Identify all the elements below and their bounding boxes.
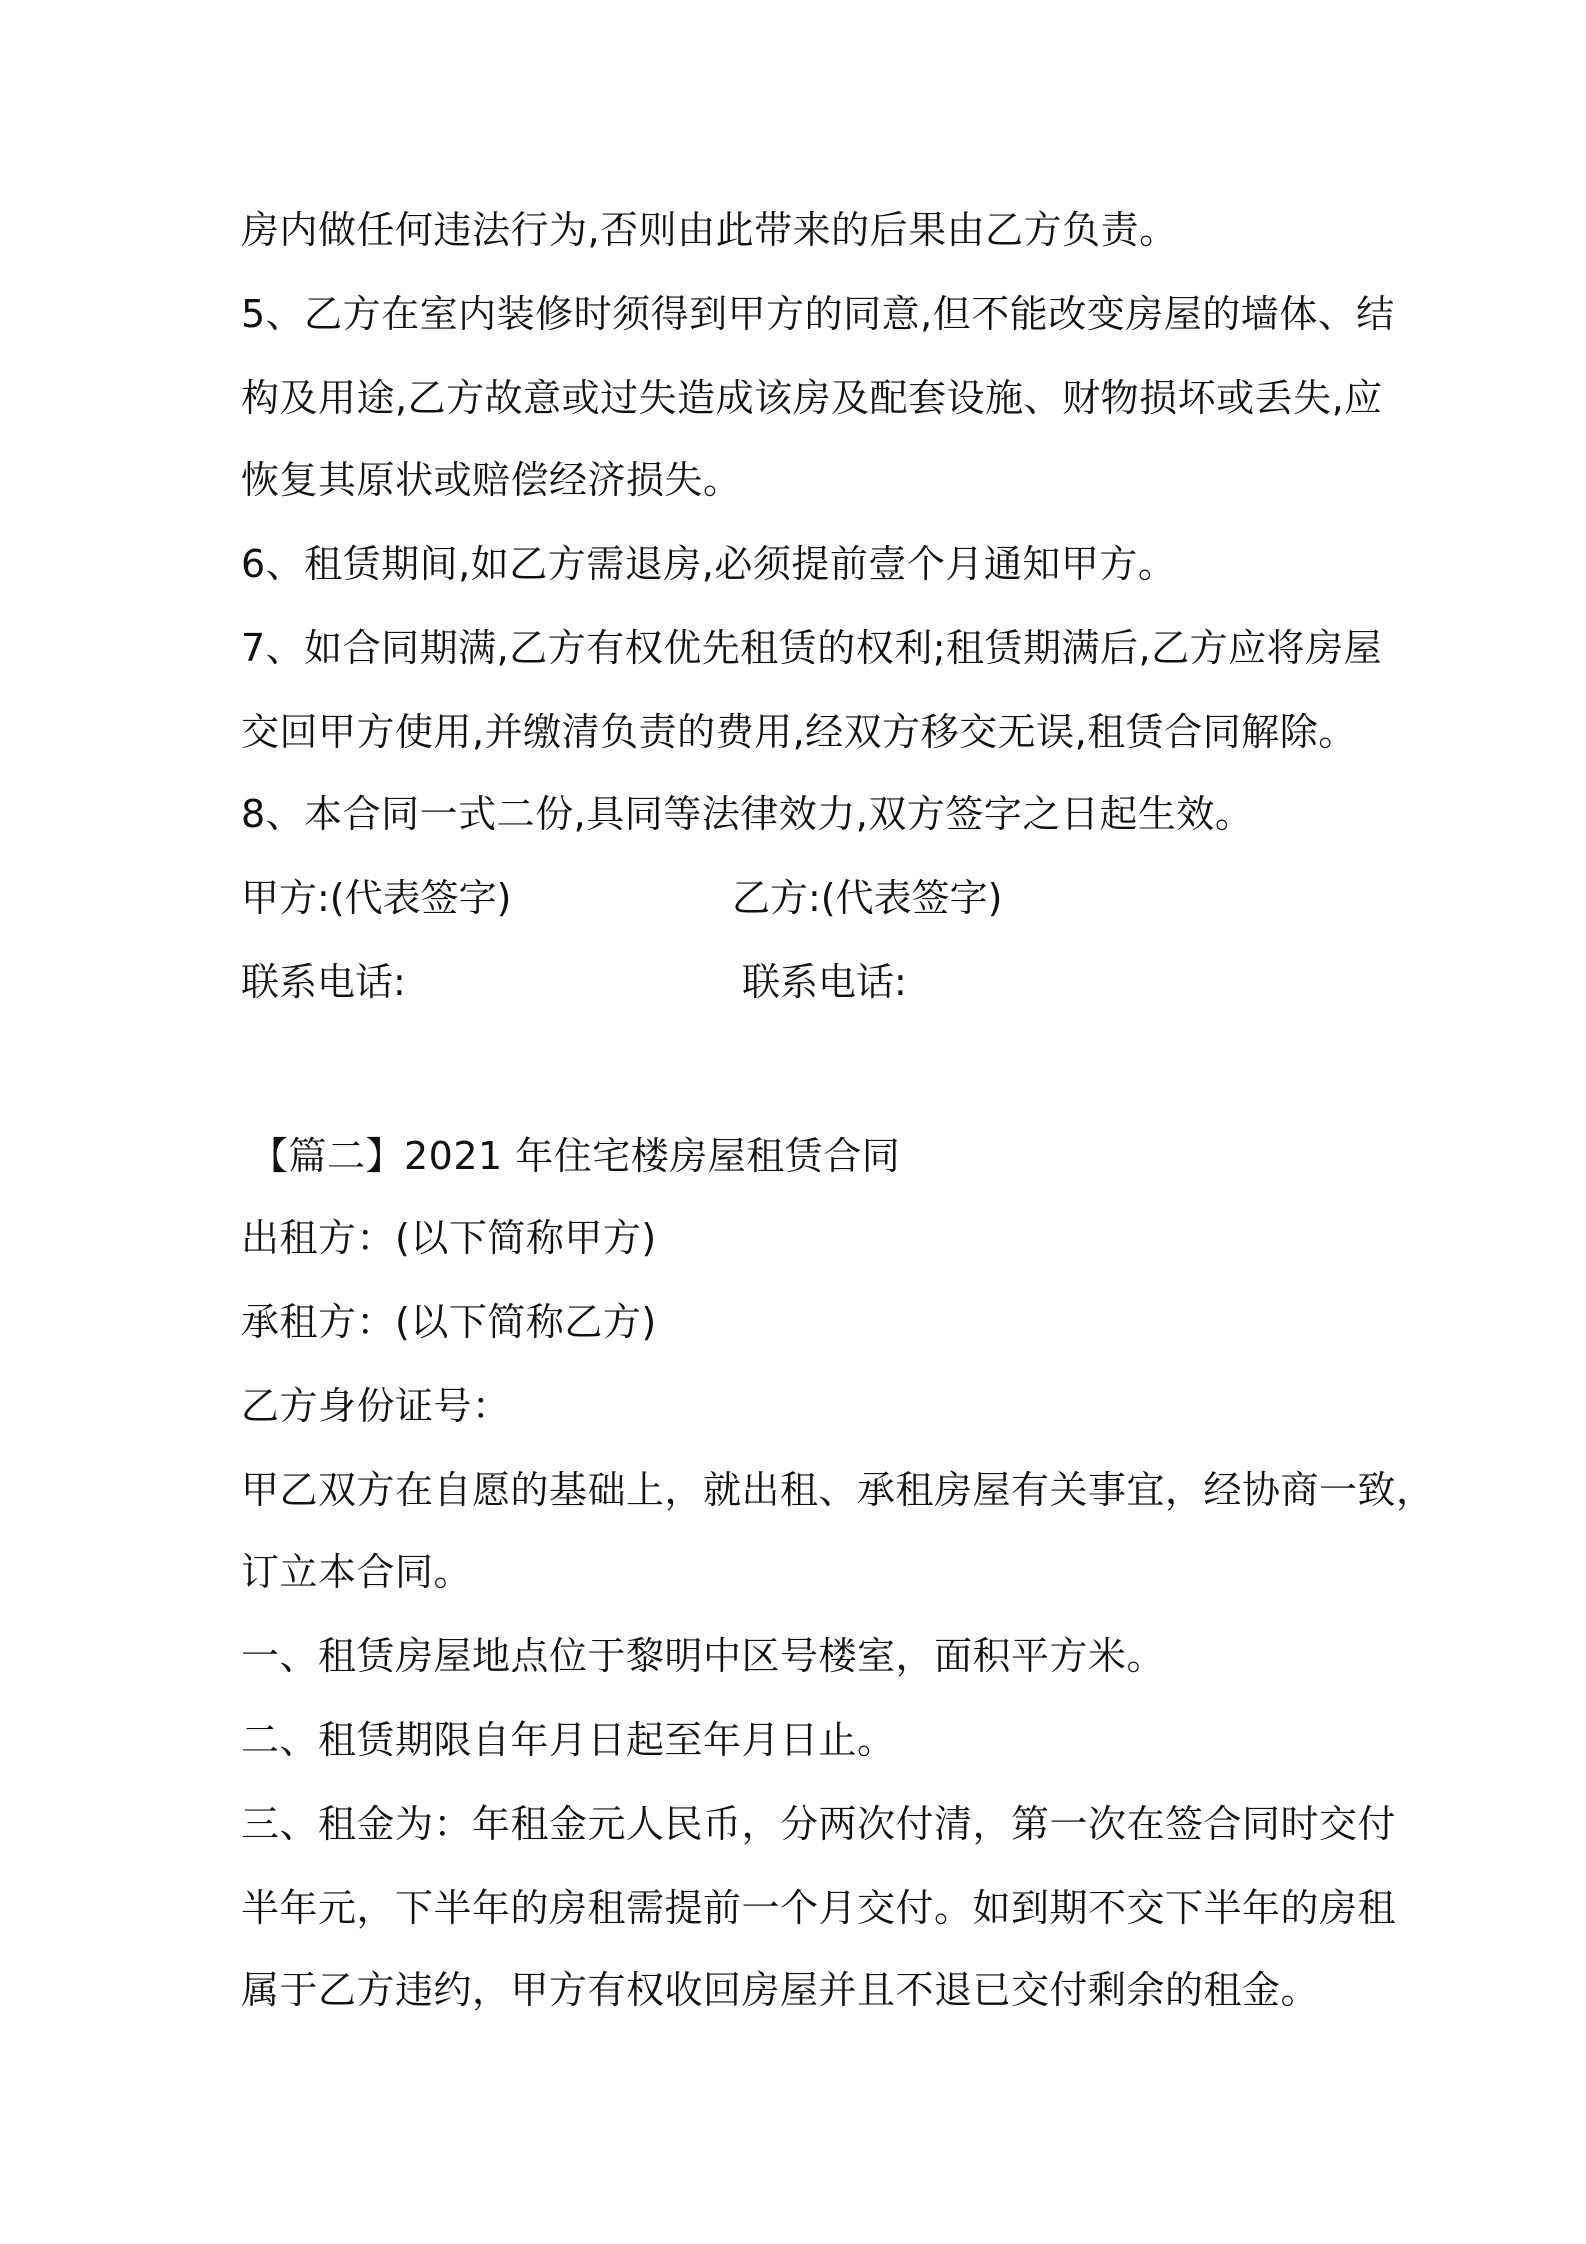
paragraph-line: 三、租金为：年租金元人民币，分两次付清，第一次在签合同时交付 [241, 1802, 1397, 1846]
section-title: 【篇二】2021 年住宅楼房屋租赁合同 [250, 1134, 901, 1178]
paragraph-line: 承租方：(以下简称乙方) [241, 1300, 657, 1344]
paragraph-line: 房内做任何违法行为,否则由此带来的后果由乙方负责。 [241, 208, 1178, 252]
paragraph-line: 8、本合同一式二份,具同等法律效力,双方签字之日起生效。 [241, 792, 1254, 836]
paragraph-line: 属于乙方违约，甲方有权收回房屋并且不退已交付剩余的租金。 [241, 1968, 1320, 2012]
paragraph-line: 二、租赁期限自年月日起至年月日止。 [241, 1718, 896, 1762]
paragraph-line: 一、租赁房屋地点位于黎明中区号楼室，面积平方米。 [241, 1634, 1166, 1678]
signature-party-a: 甲方:(代表签字) [241, 876, 512, 920]
paragraph-line: 5、乙方在室内装修时须得到甲方的同意,但不能改变房屋的墙体、结 [241, 292, 1395, 336]
paragraph-line: 出租方：(以下简称甲方) [241, 1216, 657, 1260]
paragraph-line: 订立本合同。 [241, 1550, 473, 1594]
paragraph-line: 交回甲方使用,并缴清负责的费用,经双方移交无误,租赁合同解除。 [241, 710, 1357, 754]
paragraph-line: 恢复其原状或赔偿经济损失。 [241, 458, 742, 502]
paragraph-line: 半年元，下半年的房租需提前一个月交付。如到期不交下半年的房租 [241, 1886, 1397, 1930]
paragraph-line: 甲乙双方在自愿的基础上，就出租、承租房屋有关事宜，经协商一致， [241, 1468, 1435, 1512]
paragraph-line: 7、如合同期满,乙方有权优先租赁的权利;租赁期满后,乙方应将房屋 [241, 626, 1383, 670]
paragraph-line: 乙方身份证号： [241, 1384, 511, 1428]
phone-party-b: 联系电话: [742, 960, 907, 1004]
phone-party-a: 联系电话: [241, 960, 406, 1004]
paragraph-line: 构及用途,乙方故意或过失造成该房及配套设施、财物损坏或丢失,应 [241, 376, 1383, 420]
signature-party-b: 乙方:(代表签字) [732, 876, 1003, 920]
paragraph-line: 6、租赁期间,如乙方需退房,必须提前壹个月通知甲方。 [241, 542, 1177, 586]
